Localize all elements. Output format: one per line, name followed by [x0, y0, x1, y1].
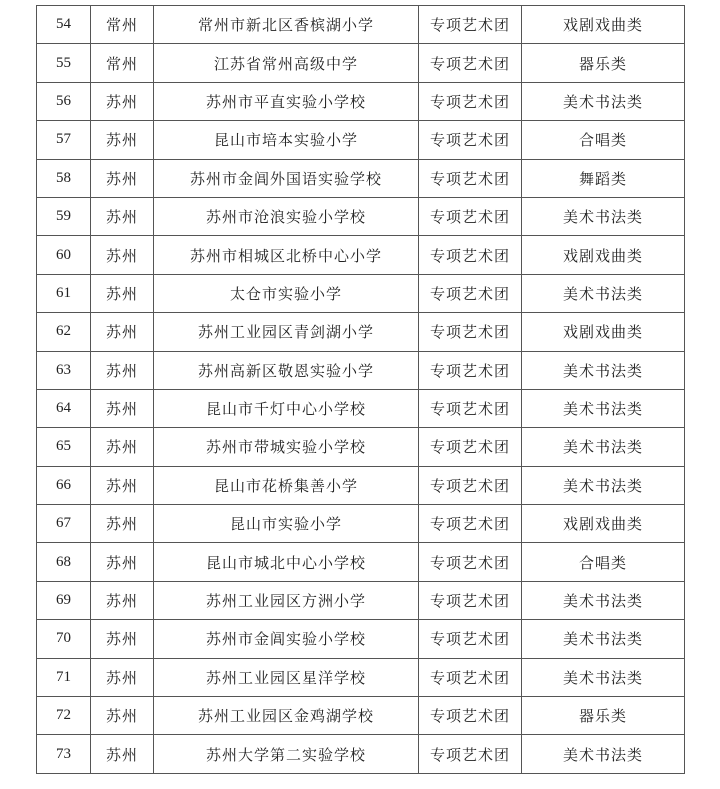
school-name-cell: 苏州工业园区金鸡湖学校	[154, 697, 419, 735]
city-cell: 常州	[91, 44, 154, 82]
city-cell: 苏州	[91, 274, 154, 312]
table-row	[37, 389, 685, 427]
school-name-cell: 昆山市实验小学	[154, 505, 419, 543]
category-cell: 美术书法类	[522, 428, 685, 466]
school-name-cell: 苏州工业园区青剑湖小学	[154, 313, 419, 351]
table-row	[37, 620, 685, 658]
city-cell: 苏州	[91, 581, 154, 619]
city-cell: 苏州	[91, 236, 154, 274]
row-number: 69	[37, 581, 91, 619]
table-row	[37, 313, 685, 351]
category-cell: 美术书法类	[522, 735, 685, 773]
table-row	[37, 697, 685, 735]
type-cell: 专项艺术团	[419, 313, 522, 351]
type-cell: 专项艺术团	[419, 505, 522, 543]
table-row	[37, 121, 685, 159]
category-cell: 美术书法类	[522, 389, 685, 427]
table-row	[37, 82, 685, 120]
table-row	[37, 274, 685, 312]
school-name-cell: 江苏省常州高级中学	[154, 44, 419, 82]
type-cell: 专项艺术团	[419, 274, 522, 312]
category-cell: 美术书法类	[522, 658, 685, 696]
school-name-cell: 昆山市城北中心小学校	[154, 543, 419, 581]
city-cell: 苏州	[91, 543, 154, 581]
type-cell: 专项艺术团	[419, 82, 522, 120]
city-cell: 苏州	[91, 505, 154, 543]
type-cell: 专项艺术团	[419, 236, 522, 274]
school-name-cell: 苏州市带城实验小学校	[154, 428, 419, 466]
table-row	[37, 581, 685, 619]
school-name-cell: 昆山市千灯中心小学校	[154, 389, 419, 427]
city-cell: 苏州	[91, 735, 154, 773]
table-row	[37, 466, 685, 504]
type-cell: 专项艺术团	[419, 6, 522, 44]
city-cell: 苏州	[91, 466, 154, 504]
city-cell: 苏州	[91, 313, 154, 351]
city-cell: 苏州	[91, 389, 154, 427]
row-number: 72	[37, 697, 91, 735]
type-cell: 专项艺术团	[419, 44, 522, 82]
row-number: 57	[37, 121, 91, 159]
row-number: 55	[37, 44, 91, 82]
type-cell: 专项艺术团	[419, 389, 522, 427]
school-name-cell: 苏州市金阊实验小学校	[154, 620, 419, 658]
school-name-cell: 苏州市沧浪实验小学校	[154, 197, 419, 235]
city-cell: 苏州	[91, 428, 154, 466]
category-cell: 美术书法类	[522, 82, 685, 120]
city-cell: 苏州	[91, 697, 154, 735]
type-cell: 专项艺术团	[419, 466, 522, 504]
table-row	[37, 236, 685, 274]
row-number: 59	[37, 197, 91, 235]
category-cell: 美术书法类	[522, 351, 685, 389]
category-cell: 美术书法类	[522, 466, 685, 504]
type-cell: 专项艺术团	[419, 121, 522, 159]
school-name-cell: 苏州市金阊外国语实验学校	[154, 159, 419, 197]
row-number: 62	[37, 313, 91, 351]
table-row	[37, 543, 685, 581]
city-cell: 常州	[91, 6, 154, 44]
type-cell: 专项艺术团	[419, 428, 522, 466]
category-cell: 美术书法类	[522, 197, 685, 235]
school-name-cell: 苏州市平直实验小学校	[154, 82, 419, 120]
school-name-cell: 太仓市实验小学	[154, 274, 419, 312]
category-cell: 戏剧戏曲类	[522, 236, 685, 274]
school-name-cell: 苏州工业园区方洲小学	[154, 581, 419, 619]
row-number: 54	[37, 6, 91, 44]
category-cell: 美术书法类	[522, 581, 685, 619]
school-name-cell: 昆山市培本实验小学	[154, 121, 419, 159]
type-cell: 专项艺术团	[419, 697, 522, 735]
table-row	[37, 735, 685, 773]
row-number: 61	[37, 274, 91, 312]
category-cell: 戏剧戏曲类	[522, 313, 685, 351]
city-cell: 苏州	[91, 658, 154, 696]
table-row	[37, 505, 685, 543]
city-cell: 苏州	[91, 159, 154, 197]
category-cell: 合唱类	[522, 543, 685, 581]
city-cell: 苏州	[91, 197, 154, 235]
city-cell: 苏州	[91, 351, 154, 389]
row-number: 65	[37, 428, 91, 466]
row-number: 73	[37, 735, 91, 773]
row-number: 64	[37, 389, 91, 427]
table-row	[37, 197, 685, 235]
row-number: 70	[37, 620, 91, 658]
school-list-table	[36, 5, 685, 774]
row-number: 67	[37, 505, 91, 543]
table-row	[37, 351, 685, 389]
row-number: 58	[37, 159, 91, 197]
city-cell: 苏州	[91, 620, 154, 658]
table-row	[37, 658, 685, 696]
school-name-cell: 昆山市花桥集善小学	[154, 466, 419, 504]
type-cell: 专项艺术团	[419, 658, 522, 696]
row-number: 68	[37, 543, 91, 581]
row-number: 66	[37, 466, 91, 504]
category-cell: 戏剧戏曲类	[522, 6, 685, 44]
type-cell: 专项艺术团	[419, 197, 522, 235]
category-cell: 器乐类	[522, 44, 685, 82]
type-cell: 专项艺术团	[419, 581, 522, 619]
row-number: 56	[37, 82, 91, 120]
type-cell: 专项艺术团	[419, 620, 522, 658]
city-cell: 苏州	[91, 82, 154, 120]
category-cell: 美术书法类	[522, 274, 685, 312]
table-row	[37, 6, 685, 44]
table-body	[37, 6, 685, 774]
table-row	[37, 428, 685, 466]
category-cell: 戏剧戏曲类	[522, 505, 685, 543]
type-cell: 专项艺术团	[419, 543, 522, 581]
row-number: 63	[37, 351, 91, 389]
school-name-cell: 苏州市相城区北桥中心小学	[154, 236, 419, 274]
table-row	[37, 44, 685, 82]
row-number: 60	[37, 236, 91, 274]
school-name-cell: 苏州大学第二实验学校	[154, 735, 419, 773]
type-cell: 专项艺术团	[419, 351, 522, 389]
table-row	[37, 159, 685, 197]
school-name-cell: 苏州工业园区星洋学校	[154, 658, 419, 696]
city-cell: 苏州	[91, 121, 154, 159]
school-name-cell: 常州市新北区香槟湖小学	[154, 6, 419, 44]
type-cell: 专项艺术团	[419, 159, 522, 197]
type-cell: 专项艺术团	[419, 735, 522, 773]
row-number: 71	[37, 658, 91, 696]
category-cell: 舞蹈类	[522, 159, 685, 197]
school-name-cell: 苏州高新区敬恩实验小学	[154, 351, 419, 389]
category-cell: 器乐类	[522, 697, 685, 735]
category-cell: 合唱类	[522, 121, 685, 159]
category-cell: 美术书法类	[522, 620, 685, 658]
